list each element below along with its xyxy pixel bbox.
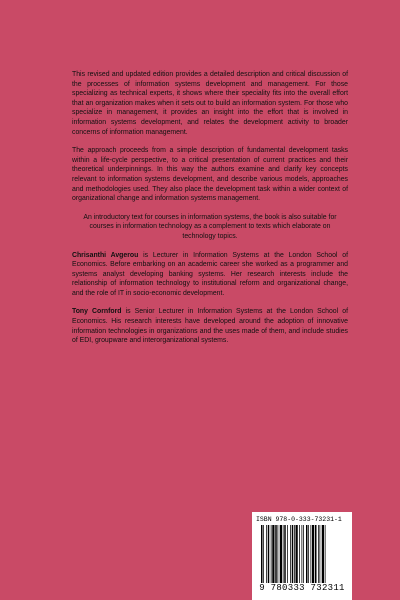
- barcode-block: [252, 512, 352, 600]
- description-paragraph-1: This revised and updated edition provides a detailed description and critical discussion of the processes of information systems development and management. For those specializing as technical experts, it shows where their speciality fits into the overall effort that an organization makes when it sets out to build an information system. For those who specialize in management, it provides an insight into the effort that is involved in information systems development, and relates the development activity to broader concerns of information management.: [72, 71, 348, 136]
- barcode-digits: 9 780333 732311: [259, 583, 345, 593]
- author-bio-text-2: is Senior Lecturer in Information Systems at the London School of Economics. His research interests have developed around the adoption of innovative information technologies in organizations and the uses made of them, and include studies of EDI, groupware and interorganizational systems.: [72, 308, 348, 345]
- isbn-label: ISBN 978-0-333-73231-1: [256, 516, 342, 523]
- author-bio-2: [72, 307, 348, 345]
- description-paragraph-3: An introductory text for courses in information systems, the book is also suitable for courses in information technology as a complement to texts which elaborate on technology topics.: [83, 213, 337, 240]
- author-name-2: Tony Cornford: [72, 308, 122, 316]
- author-name-1: Chrisanthi Avgerou: [72, 251, 139, 259]
- description-paragraph-2: The approach proceeds from a simple description of fundamental development tasks within a life-cycle perspective, to a critical presentation of current practices and their theoretical underpinnings. In this way the authors examine and clarify key concepts relevant to information systems development, and describe various models, approaches and methodologies used. They also place the development task within a wider context of organizational change and information systems management.: [72, 147, 348, 203]
- barcode-icon: [260, 525, 344, 583]
- author-bio-text-1: is Lecturer in Information Systems at the London School of Economics. Before embarking on an academic career she worked as a programmer and systems analyst developing banking systems. Her research interests include the relationship of information technology to institutional reform and organizational change, and the role of IT in socio-economic development.: [72, 251, 348, 297]
- back-cover-text: [72, 70, 348, 355]
- author-bio-1: [72, 251, 348, 299]
